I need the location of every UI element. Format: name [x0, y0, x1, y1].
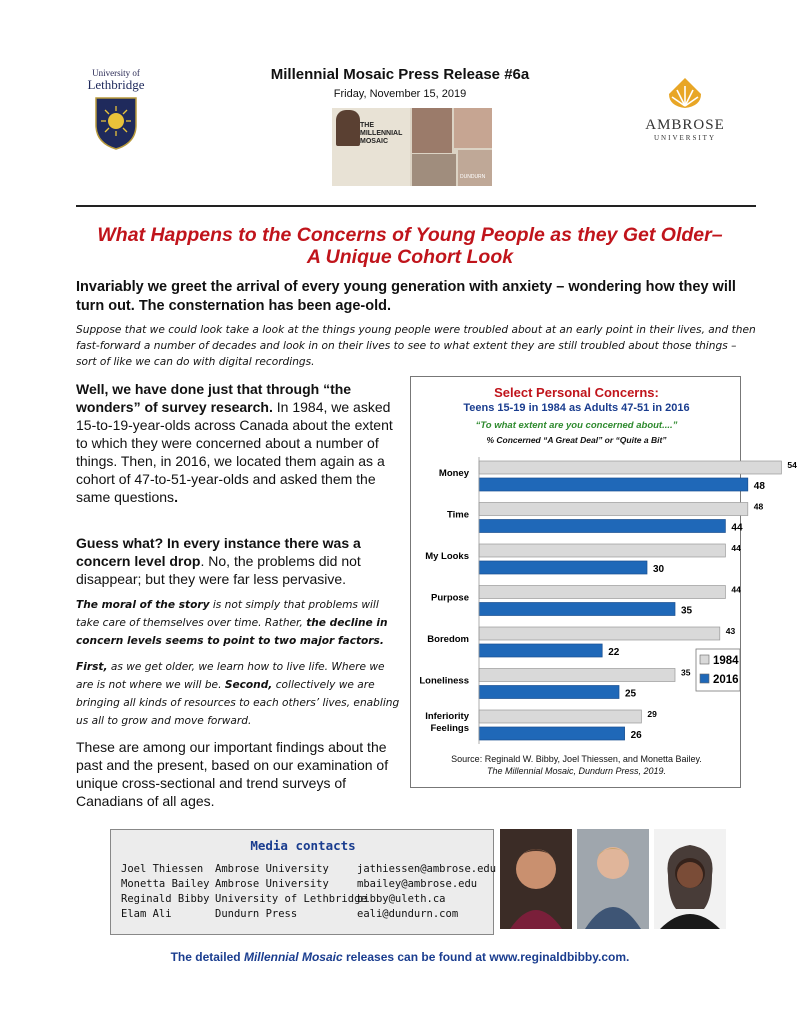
category-label: Money — [438, 468, 469, 479]
book-cover-title: THE MILLENNIAL MOSAIC — [360, 122, 403, 145]
category-label: Purpose — [430, 592, 469, 604]
category-label: Boredom — [427, 634, 469, 645]
body-p1-bold: Well, we have done just that through “the wonders” of survey research. — [76, 381, 352, 415]
category-label: Inferiority — [425, 711, 469, 722]
author-photo — [577, 829, 649, 929]
ambrose-logo — [640, 76, 730, 142]
data-label: 25 — [625, 688, 637, 700]
body-p2-bold: Guess what? In every instance there was a concern level drop — [76, 535, 361, 569]
body-paragraph-5: These are among our important findings about the past and the present, based on our examination of unique cross-sectional and trend surveys of Canadians of all ages. — [76, 739, 389, 809]
chart-note: % Concerned “A Great Deal” or “Quite a Bit” — [486, 435, 667, 445]
book-cover-image — [332, 108, 492, 186]
media-contacts-title: Media contacts — [250, 838, 356, 853]
data-label: 26 — [630, 730, 642, 741]
body-p2-text: . No, the problems did not disappear; but they were far less pervasive. — [76, 553, 361, 587]
body-paragraph-3 — [76, 596, 401, 650]
bar-1984 — [479, 461, 781, 474]
chart-source-line-1: Source: Reginald W. Bibby, Joel Thiessen, and Monetta Bailey. — [451, 754, 702, 764]
body-paragraph-4 — [76, 658, 401, 730]
cover-photo — [458, 150, 492, 186]
cover-photo — [336, 110, 360, 146]
data-label: 54 — [787, 460, 797, 470]
cover-photo — [412, 154, 456, 186]
intro-paragraph: Suppose that we could look take a look at the things young people were troubled about at an early point in their lives, and then fast-forward a number of decades and look in on their lives to see to what extent they are still troubled about those things – sort of like we can do with digital recordings. — [76, 324, 756, 368]
contact-names — [121, 862, 210, 922]
header-divider — [76, 205, 756, 207]
contact-name: Elam Ali — [121, 908, 172, 920]
bar-2016 — [479, 686, 619, 699]
body-p3-bold-1: The moral of the story — [76, 599, 210, 611]
chart-title: Select Personal Concerns: — [494, 385, 659, 400]
contact-org: Ambrose University — [215, 863, 329, 875]
chart-subtitle: Teens 15-19 in 1984 as Adults 47-51 in 2016 — [463, 402, 690, 414]
bar-2016 — [479, 603, 675, 616]
bar-2016 — [479, 478, 748, 491]
body-p4-bold-2: Second, — [224, 679, 273, 691]
contact-name: Reginald Bibby — [121, 893, 210, 905]
chart-source-line-2: The Millennial Mosaic, Dundurn Press, 2019. — [486, 766, 667, 776]
legend-swatch — [700, 655, 709, 664]
press-release-date: Friday, November 15, 2019 — [333, 88, 467, 100]
bar-2016 — [479, 561, 647, 574]
category-label: Loneliness — [419, 675, 469, 687]
body-p4-text-2: collectively we are bringing all kinds of resources to each others’ lives, enabling us all to grow and move forward. — [76, 679, 400, 727]
data-label: 44 — [731, 522, 743, 534]
legend-label: 2016 — [713, 674, 739, 686]
legend-swatch — [700, 674, 709, 683]
author-photo — [654, 829, 726, 929]
chart-plot — [411, 377, 797, 789]
contact-orgs — [215, 862, 367, 922]
data-label: 44 — [731, 543, 741, 553]
body-p4-text-1: as we get older, we learn how to live life. Where we are is not where we will be. — [76, 661, 385, 691]
contact-org: Dundurn Press — [215, 908, 298, 920]
bar-2016 — [479, 727, 625, 740]
chart-source — [411, 753, 742, 777]
chart-question: “To what extent are you concerned about....” — [475, 420, 678, 431]
contact-org: University of Lethbridge — [215, 893, 367, 905]
body-p1-end: . — [174, 489, 178, 505]
contact-email-link[interactable]: bibby@uleth.ca — [357, 893, 446, 905]
concerns-chart — [410, 376, 797, 788]
data-label: 48 — [753, 481, 765, 492]
bar-1984 — [479, 503, 748, 516]
contact-name: Monetta Bailey — [121, 878, 210, 890]
uleth-logo-top: University of — [92, 68, 140, 78]
ambrose-flame-icon — [667, 76, 703, 110]
bar-1984 — [479, 669, 675, 682]
press-release-title: Millennial Mosaic Press Release #6a — [270, 66, 530, 83]
data-label: 48 — [753, 501, 764, 512]
contact-name: Joel Thiessen — [121, 863, 204, 875]
bar-1984 — [479, 710, 641, 723]
data-label: 29 — [647, 709, 657, 719]
data-label: 43 — [725, 626, 736, 636]
cover-photo — [412, 108, 452, 153]
footer-text-1: The detailed — [170, 950, 244, 964]
category-label: My Looks — [425, 551, 469, 562]
uleth-logo — [86, 68, 146, 158]
cover-photo — [454, 108, 492, 148]
bar-2016 — [479, 644, 602, 657]
headline — [60, 224, 760, 268]
bar-1984 — [479, 544, 725, 557]
data-label: 35 — [681, 605, 693, 617]
ambrose-logo-name: AMBROSE — [645, 117, 725, 133]
headline-line-1: What Happens to the Concerns of Young People as they Get Older– — [97, 224, 723, 246]
author-photo — [500, 829, 572, 929]
uleth-logo-name: Lethbridge — [87, 77, 145, 92]
book-cover-publisher: DUNDURN — [460, 174, 486, 180]
data-label: 35 — [681, 667, 691, 678]
ambrose-logo-sub: UNIVERSITY — [654, 134, 716, 142]
uleth-crest-icon — [93, 95, 139, 151]
contact-emails — [357, 862, 496, 922]
body-p4-bold-1: First, — [76, 661, 108, 673]
data-label: 44 — [731, 584, 741, 595]
bar-1984 — [479, 586, 725, 599]
data-label: 30 — [653, 564, 665, 575]
footer-note — [60, 950, 740, 964]
contact-email-link[interactable]: jathiessen@ambrose.edu — [357, 863, 497, 875]
headline-line-2: A Unique Cohort Look — [306, 246, 514, 268]
data-label: 22 — [608, 647, 620, 658]
body-paragraph-1 — [76, 380, 401, 506]
footer-book-title: Millennial Mosaic — [243, 950, 343, 964]
contact-email-link[interactable]: eali@dundurn.com — [357, 908, 459, 920]
category-label: Feelings — [430, 723, 469, 734]
category-label: Time — [446, 509, 469, 521]
contact-email-link[interactable]: mbailey@ambrose.edu — [357, 878, 478, 890]
legend-label: 1984 — [713, 655, 739, 667]
bar-2016 — [479, 520, 725, 533]
body-p3-bold-2: the decline in concern levels seems to point to two major factors. — [76, 617, 388, 647]
footer-text-2[interactable]: releases can be found at www.reginaldbibby.com. — [342, 950, 630, 964]
body-p3-text: is not simply that problems will take care of themselves over time. Rather, — [76, 599, 379, 629]
lead-paragraph: Invariably we greet the arrival of every young generation with anxiety – wondering how they will turn out. The consternation has been age-old. — [76, 279, 736, 314]
body-p1-text: In 1984, we asked 15-to-19-year-olds across Canada about the extent to which they were concerned about a number of things. Then, in 2016, we located them again as a cohort of 47-to-51-year-olds and asked them the same questions — [76, 399, 393, 505]
body-paragraph-2 — [76, 534, 401, 588]
media-contacts-box — [110, 829, 497, 935]
bar-1984 — [479, 627, 720, 640]
contact-org: Ambrose University — [215, 878, 329, 890]
